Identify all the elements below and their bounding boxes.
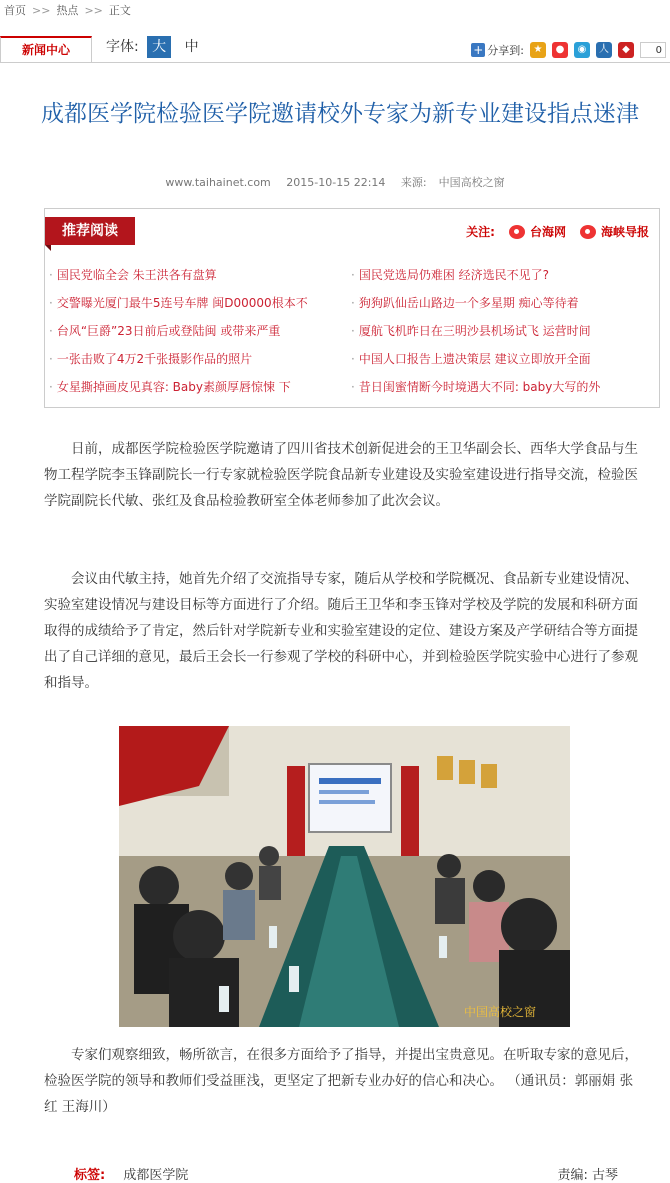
- tag-link[interactable]: 成都医学院: [123, 1168, 189, 1183]
- meta-source: 中国高校之窗: [438, 176, 505, 189]
- list-item-link[interactable]: 国民党选局仍难困 经济选民不见了?: [358, 268, 550, 282]
- weibo-icon[interactable]: ●: [552, 42, 568, 58]
- list-item-link[interactable]: 交警曝光厦门最牛5连号车牌 闽D00000根本不: [56, 296, 308, 310]
- breadcrumb-home-link[interactable]: 首页: [4, 4, 26, 17]
- netease-icon[interactable]: ◆: [618, 42, 634, 58]
- list-item[interactable]: [49, 261, 341, 289]
- bullet-icon: ·: [351, 324, 355, 338]
- list-item[interactable]: [351, 373, 643, 401]
- renren-icon[interactable]: 人: [596, 42, 612, 58]
- recommended-column-left: [49, 261, 341, 401]
- bullet-icon: ·: [49, 380, 53, 394]
- article-paragraph: 会议由代敏主持，她首先介绍了交流指导专家，随后从学校和学院概况、食品新专业建设情况、实验室建设情况与建设目标等方面进行了介绍。随后王卫华和李玉锋对学校及学院的发展和科研方面取得的成绩给予了肯定，然后针对学院新专业和实验室建设的定位、建设方案及产学研结合等方面提出了自己详细的意见，最后王会长一行参观了学校的科研中心，并到检验医学院实验中心进行了参观和指导。: [44, 571, 638, 691]
- list-item[interactable]: [351, 317, 643, 345]
- weibo-icon: [580, 225, 596, 239]
- qzone-star-icon[interactable]: ★: [530, 42, 546, 58]
- recommended-reading-box: [44, 208, 660, 408]
- share-plus-icon[interactable]: +: [473, 43, 484, 57]
- recommended-column-right: [351, 261, 643, 401]
- article-meta: [0, 174, 670, 190]
- bullet-icon: ·: [49, 268, 53, 282]
- bullet-icon: ·: [351, 352, 355, 366]
- list-item[interactable]: [351, 289, 643, 317]
- meeting-photo: [119, 726, 570, 1027]
- meta-date: 2015-10-15 22:14: [286, 176, 386, 189]
- weibo-icon: [509, 225, 525, 239]
- article-tags: [74, 1164, 188, 1183]
- article-editor: [557, 1164, 618, 1183]
- meta-site: www.taihainet.com: [165, 176, 271, 189]
- breadcrumb: [0, 0, 670, 22]
- list-item-link[interactable]: 昔日闺蜜情断今时境遇大不同: baby大写的外: [358, 380, 601, 394]
- recommended-heading: 推荐阅读: [45, 217, 135, 245]
- qq-weibo-icon[interactable]: ◉: [574, 42, 590, 58]
- bullet-icon: ·: [49, 352, 53, 366]
- article-paragraph: 专家们观察细致，畅所欲言，在很多方面给予了指导，并提出宝贵意见。在听取专家的意见后，检验医学院的领导和教师们受益匪浅，更坚定了把新专业办好的信心和决心。 （通讯员：郭丽娟 张红 王海川）: [44, 1047, 638, 1115]
- tags-label: 标签:: [74, 1168, 106, 1183]
- list-item-link[interactable]: 厦航飞机昨日在三明沙县机场试飞 运营时间: [358, 324, 591, 338]
- list-item-link[interactable]: 狗狗趴仙岳山路边一个多星期 痴心等待着: [358, 296, 579, 310]
- article-title: 成都医学院检验医学院邀请校外专家为新专业建设指点迷津: [41, 101, 639, 127]
- list-item[interactable]: [351, 261, 643, 289]
- bullet-icon: ·: [49, 296, 53, 310]
- editor-name: 古琴: [591, 1168, 618, 1183]
- list-item-link[interactable]: 台风“巨爵”23日前后或登陆闽 或带来严重: [56, 324, 281, 338]
- font-size-large-button[interactable]: 大: [147, 36, 171, 58]
- list-item-link[interactable]: 国民党临全会 朱王洪各有盘算: [56, 268, 217, 282]
- breadcrumb-hot-link[interactable]: 热点: [56, 4, 79, 17]
- follow-taihainet-link[interactable]: 台海网: [529, 225, 566, 239]
- breadcrumb-current: 正文: [108, 4, 131, 17]
- share-label: 分享到:: [487, 44, 524, 57]
- list-item[interactable]: [49, 345, 341, 373]
- breadcrumb-separator: >>: [32, 4, 51, 17]
- follow-haixia-link[interactable]: 海峡导报: [600, 225, 649, 239]
- list-item[interactable]: [49, 373, 341, 401]
- meeting-photo-illustration: [119, 726, 570, 1027]
- list-item[interactable]: [351, 345, 643, 373]
- follow-label: 关注:: [466, 225, 495, 239]
- share-count: 0: [640, 42, 666, 58]
- breadcrumb-separator: >>: [84, 4, 103, 17]
- list-item-link[interactable]: 一张击败了4万2千张摄影作品的照片: [56, 352, 253, 366]
- article-paragraph: 日前，成都医学院检验医学院邀请了四川省技术创新促进会的王卫华副会长、西华大学食品与生物工程学院李玉锋副院长一行专家就检验医学院食品新专业建设及实验室建设进行指导交流，检验医学院副院长代敏、张红及食品检验教研室全体老师参加了此次会议。: [44, 441, 638, 509]
- meta-source-label: 来源:: [400, 176, 427, 189]
- tab-news-center[interactable]: 新闻中心: [0, 36, 92, 62]
- share-bar: [471, 40, 666, 60]
- bullet-icon: ·: [49, 324, 53, 338]
- bullet-icon: ·: [351, 296, 355, 310]
- font-size-medium-button[interactable]: 中: [184, 39, 199, 55]
- article-toolbar: [0, 32, 670, 63]
- list-item[interactable]: [49, 289, 341, 317]
- photo-watermark: 中国高校之窗: [464, 1005, 537, 1019]
- editor-label: 责编:: [557, 1168, 588, 1183]
- list-item-link[interactable]: 女星撕掉画皮见真容: Baby素颜厚唇惊悚 下: [56, 380, 291, 394]
- list-item-link[interactable]: 中国人口报告上遗决策层 建议立即放开全面: [358, 352, 591, 366]
- bullet-icon: ·: [351, 268, 355, 282]
- font-size-label: 字体:: [106, 39, 139, 55]
- list-item[interactable]: [49, 317, 341, 345]
- font-size-switcher: [106, 36, 204, 58]
- bullet-icon: ·: [351, 380, 355, 394]
- follow-bar: [466, 223, 649, 240]
